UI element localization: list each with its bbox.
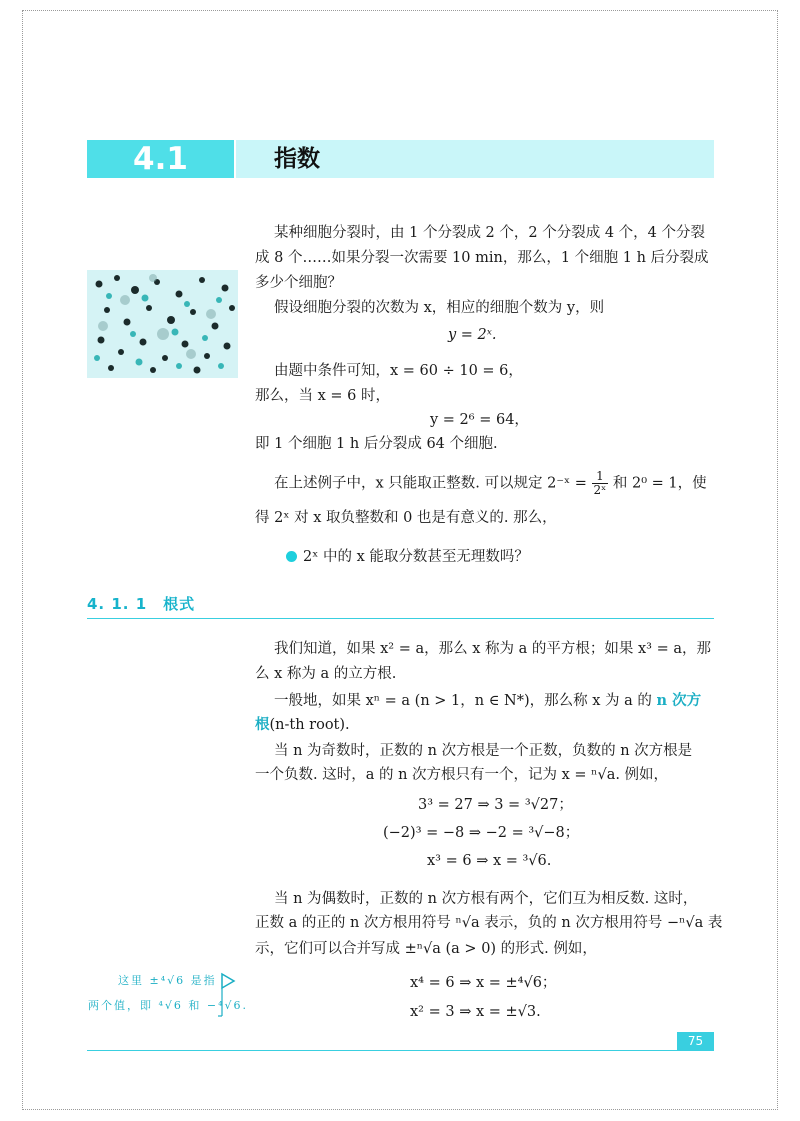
fraction-1-over-2x [592,470,609,497]
question-line [286,545,529,569]
margin-note-line-1: 这里 ±⁴√6 是指 [118,974,217,987]
term-english: (n-th root). [269,717,350,733]
fraction-numerator: 1 [592,470,609,484]
fraction-denominator: 2ˣ [593,483,607,497]
margin-note-line-2: 两个值，即 ⁴√6 和 −⁴√6. [88,999,249,1012]
body-p1-line-1: 我们知道，如果 x² = a，那么 x 称为 a 的平方根；如果 x³ = a，那 [274,641,711,657]
question-text: 2ˣ 中的 x 能取分数甚至无理数吗？ [303,549,529,565]
body-p3-line-2: 一个负数. 这时，a 的 n 次方根只有一个，记为 x = ⁿ√a. 例如， [255,767,669,783]
equation-y-2x: y = 2ˣ. [448,327,497,343]
example-cube-27: 3³ = 27 ⇒ 3 = ³√27； [418,797,573,813]
section-number: 4.1 [87,140,234,178]
intro-line-9: 得 2ˣ 对 x 取负整数和 0 也是有意义的. 那么， [255,510,557,526]
intro-line-4: 假设细胞分裂的次数为 x，相应的细胞个数为 y，则 [274,300,605,316]
body-p3-line-1: 当 n 为奇数时，正数的 n 次方根是一个正数，负数的 n 次方根是 [274,743,693,759]
intro-line-2: 成 8 个……如果分裂一次需要 10 min，那么，1 个细胞 1 h 后分裂成 [255,250,709,266]
term-nth-root: n 次方 [656,692,702,709]
intro-line-6: 那么，当 x = 6 时， [255,388,390,404]
section-title: 指数 [274,146,320,172]
term-root: 根 [255,716,270,733]
footer-rule [87,1050,714,1051]
subsection-title: 4. 1. 1 根式 [87,595,196,613]
example-fourth-root-6: x⁴ = 6 ⇒ x = ±⁴√6； [410,975,557,991]
equation-2-pow-6: y = 2⁶ = 64， [430,412,529,428]
margin-note-arrow-icon [218,972,236,1018]
intro-line-8-start: 在上述例子中，x 只能取正整数. 可以规定 2⁻ˣ = [274,475,592,492]
body-p2-text: 一般地，如果 xⁿ = a (n > 1，n ∈ N*)，那么称 x 为 a 的 [274,693,657,709]
page-number: 75 [677,1032,714,1050]
example-sqrt-3: x² = 3 ⇒ x = ±√3. [410,1004,541,1020]
intro-line-1: 某种细胞分裂时，由 1 个分裂成 2 个，2 个分裂成 4 个，4 个分裂 [274,225,705,241]
bullet-icon [286,551,297,562]
subsection-rule [87,618,714,619]
body-p1-line-2: 么 x 称为 a 的立方根. [255,666,397,682]
example-cube-6: x³ = 6 ⇒ x = ³√6. [427,853,552,869]
intro-line-8 [274,470,707,497]
body-p2-line-1 [274,689,701,713]
body-p4-line-3: 示，它们可以合并写成 ±ⁿ√a (a > 0) 的形式. 例如， [255,941,597,957]
intro-line-3: 多少个细胞？ [255,275,342,291]
body-p2-line-2 [255,713,350,737]
intro-line-7: 即 1 个细胞 1 h 后分裂成 64 个细胞. [255,436,498,452]
intro-line-8-end: 和 2⁰ = 1，使 [608,475,707,492]
example-cube-minus-8: (−2)³ = −8 ⇒ −2 = ³√−8； [383,825,580,841]
cell-division-photo [87,270,238,378]
intro-line-5: 由题中条件可知，x = 60 ÷ 10 = 6， [274,363,523,379]
body-p4-line-1: 当 n 为偶数时，正数的 n 次方根有两个，它们互为相反数. 这时， [274,891,698,907]
body-p4-line-2: 正数 a 的正的 n 次方根用符号 ⁿ√a 表示，负的 n 次方根用符号 −ⁿ√a 表 [255,915,723,931]
